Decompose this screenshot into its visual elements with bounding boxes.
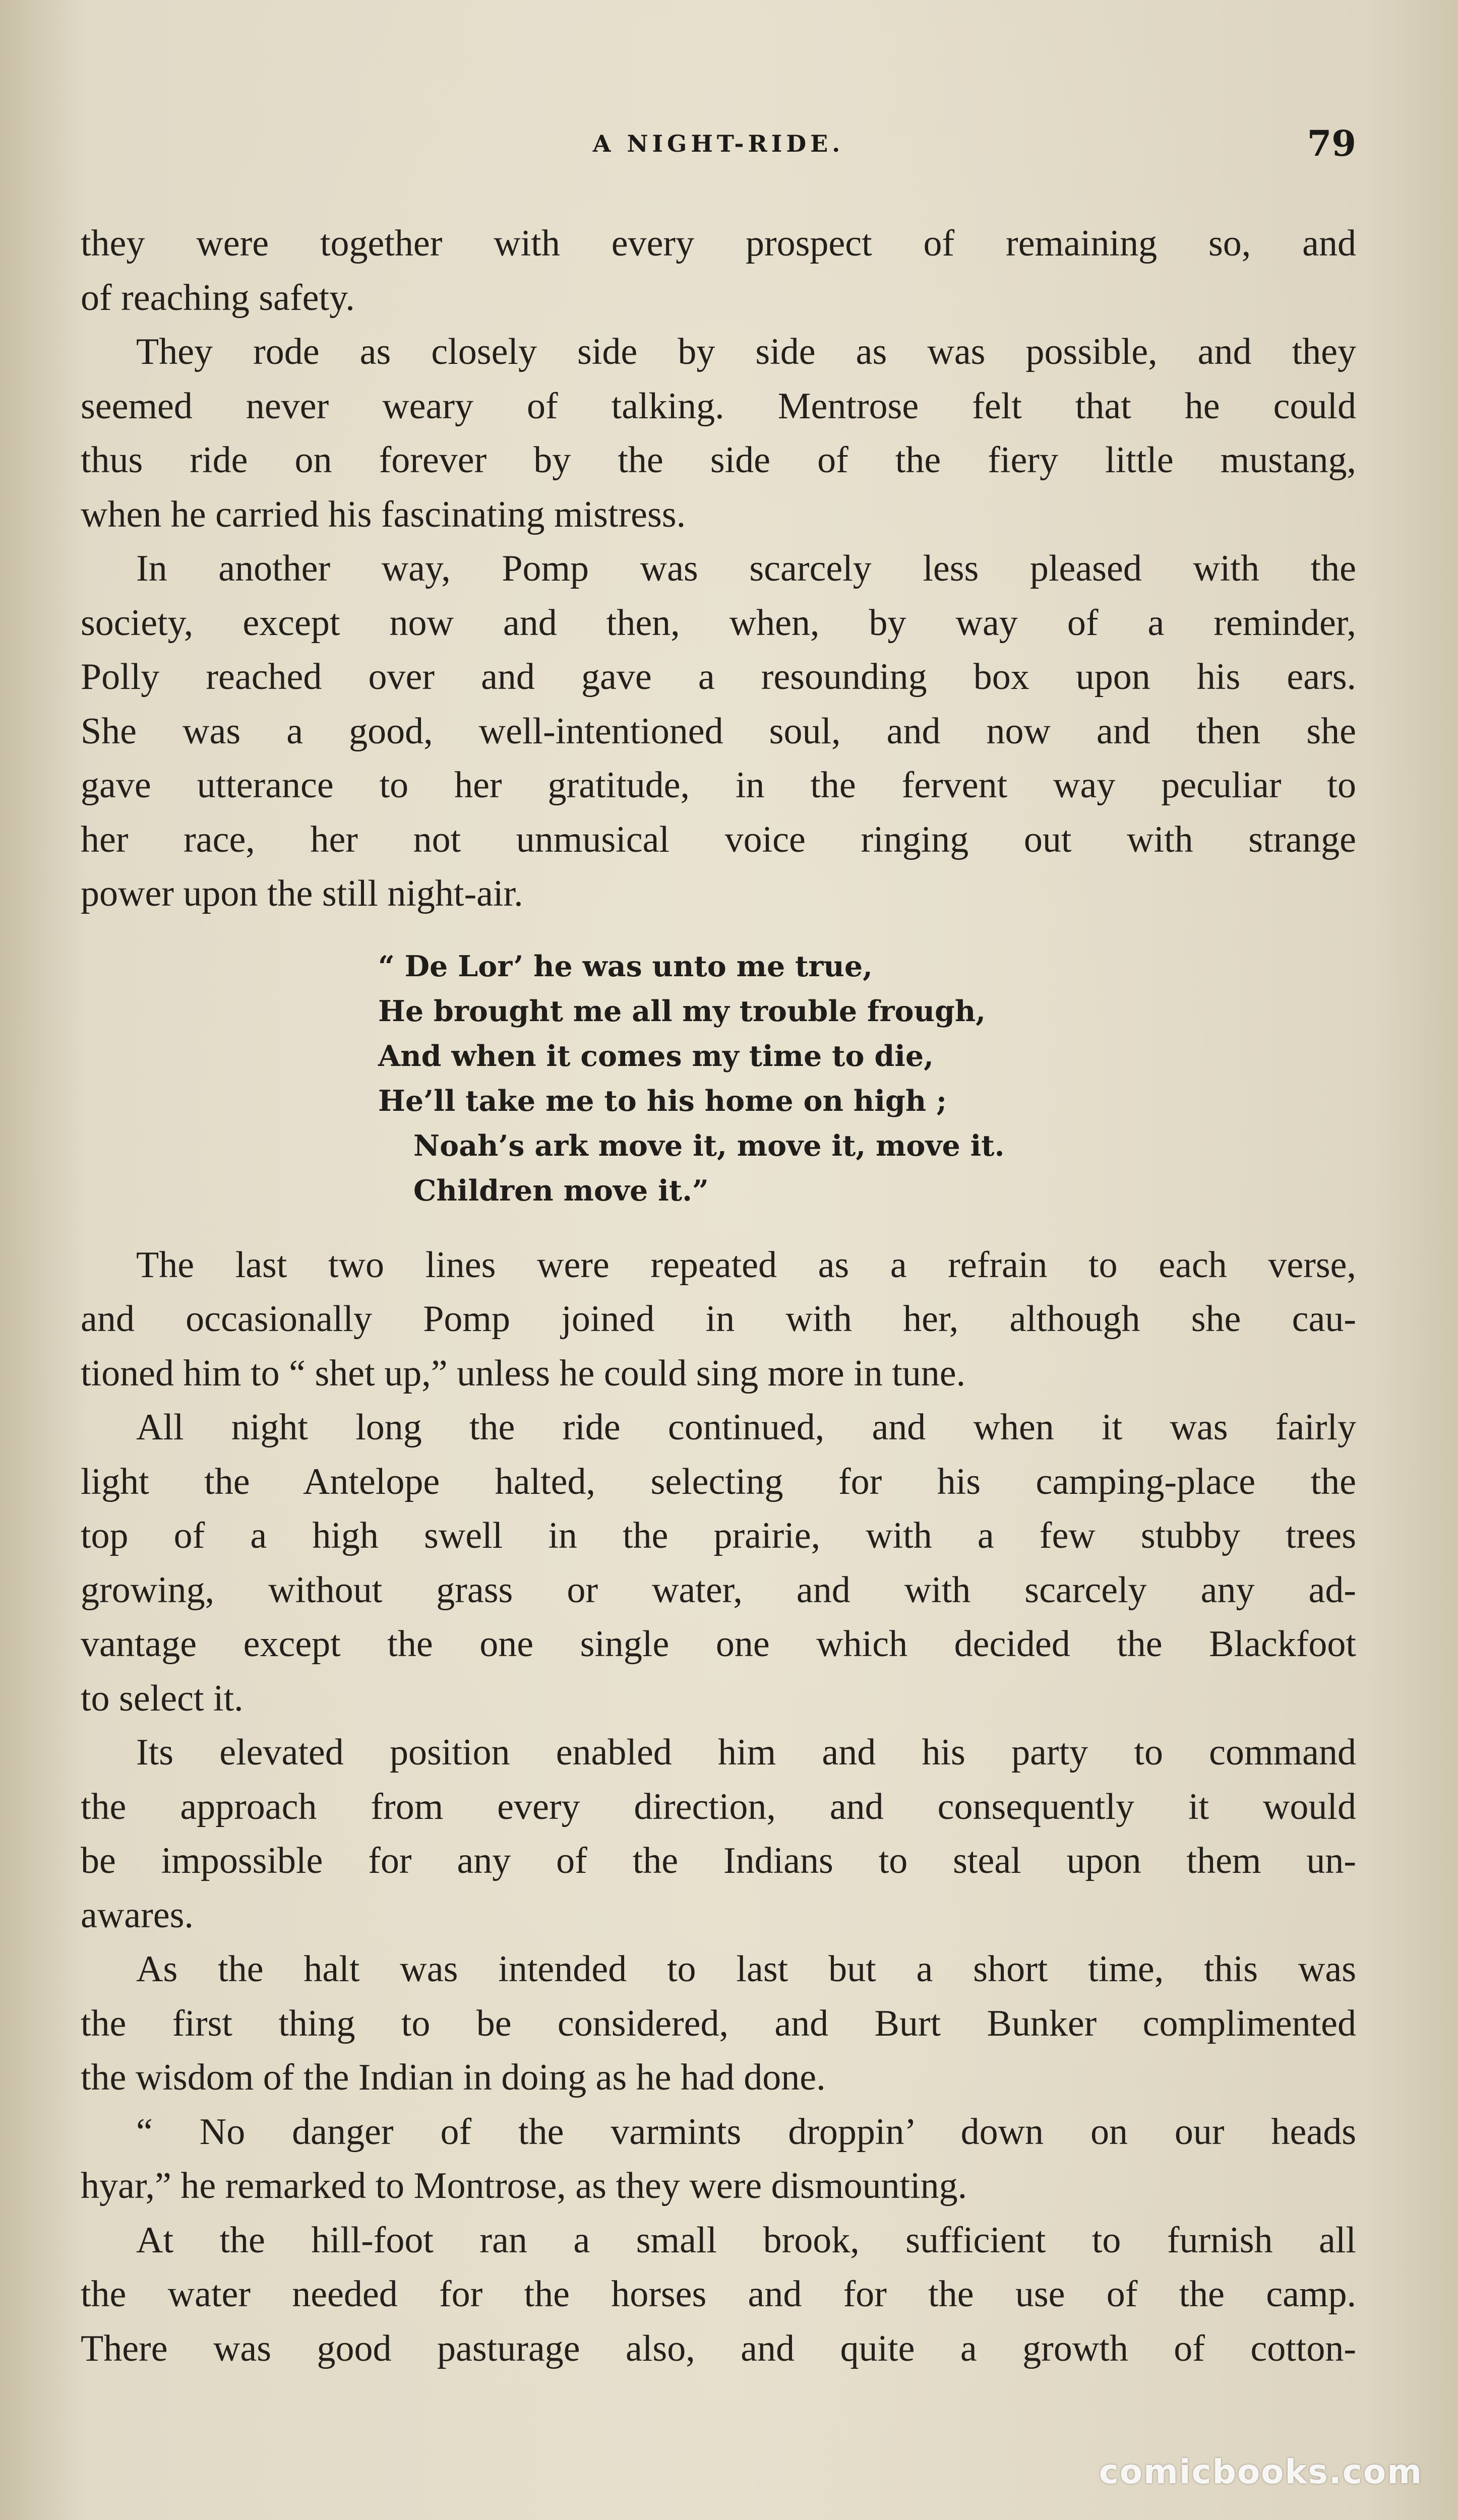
paragraph: [81, 1401, 1356, 1726]
text-line: when he carried his fascinating mistress.: [81, 493, 686, 535]
text-line: and occasionally Pomp joined in with her, although she cau-: [81, 1298, 1356, 1340]
text-line: light the Antelope halted, selecting for his camping-place the: [81, 1461, 1356, 1502]
text-line: be impossible for any of the Indians to steal upon them un-: [81, 1840, 1356, 1881]
verse-line: He’ll take me to his home on high ;: [378, 1084, 947, 1118]
page-number: 79: [1307, 122, 1356, 164]
text-line: tioned him to “ shet up,” unless he could sing more in tune.: [81, 1352, 966, 1394]
text-line: power upon the still night-air.: [81, 873, 523, 914]
verse-line: And when it comes my time to die,: [378, 1039, 934, 1073]
text-line: “ No danger of the varmints droppin’ down on our heads: [136, 2111, 1356, 2153]
running-head: A NIGHT-RIDE.: [592, 130, 844, 157]
text-line: hyar,” he remarked to Montrose, as they were dismounting.: [81, 2165, 967, 2207]
text-line: her race, her not unmusical voice ringing out with strange: [81, 818, 1356, 860]
paragraph: [81, 1726, 1356, 1942]
text-line: to select it.: [81, 1677, 244, 1719]
text-line: There was good pasturage also, and quite a growth of cotton-: [81, 2327, 1356, 2369]
paragraph: [81, 1238, 1356, 1401]
text-line: the approach from every direction, and consequently it would: [81, 1786, 1356, 1828]
paragraph: [81, 325, 1356, 542]
page-header: [81, 121, 1356, 166]
text-line: The last two lines were repeated as a refrain to each verse,: [136, 1244, 1356, 1286]
text-line: Its elevated position enabled him and his party to command: [136, 1732, 1356, 1773]
text-line: She was a good, well-intentioned soul, and now and then she: [81, 710, 1356, 752]
text-line: As the halt was intended to last but a short time, this was: [136, 1948, 1356, 1990]
text-line: society, except now and then, when, by way of a reminder,: [81, 602, 1356, 644]
verse-line: Noah’s ark move it, move it, move it.: [413, 1128, 1005, 1163]
watermark: comicbooks.com: [1099, 2452, 1423, 2491]
text-line: awares.: [81, 1894, 194, 1936]
text-line: They rode as closely side by side as was possible, and they: [136, 331, 1356, 372]
text-line: All night long the ride continued, and when it was fairly: [136, 1407, 1356, 1448]
paragraph: [81, 2105, 1356, 2214]
paragraph: [81, 2214, 1356, 2376]
paragraph: [81, 217, 1356, 325]
paragraph: [81, 1942, 1356, 2105]
text-line: they were together with every prospect of remaining so, and: [81, 223, 1356, 264]
text-line: Polly reached over and gave a resounding box upon his ears.: [81, 656, 1356, 698]
text-line: In another way, Pomp was scarcely less pleased with the: [136, 548, 1356, 589]
text-line: At the hill-foot ran a small brook, sufficient to furnish all: [136, 2219, 1356, 2261]
verse-line: Children move it.”: [413, 1173, 709, 1208]
text-line: of reaching safety.: [81, 277, 355, 319]
body-text: [81, 217, 1356, 2376]
text-line: seemed never weary of talking. Mentrose felt that he could: [81, 385, 1356, 427]
text-line: thus ride on forever by the side of the fiery little mustang,: [81, 439, 1356, 481]
text-line: growing, without grass or water, and with scarcely any ad-: [81, 1569, 1356, 1611]
text-line: the first thing to be considered, and Burt Bunker complimented: [81, 2002, 1356, 2044]
song-verse: [378, 944, 1356, 1213]
verse-line: “ De Lor’ he was unto me true,: [378, 949, 873, 983]
paragraph: [81, 542, 1356, 921]
text-line: top of a high swell in the prairie, with a few stubby trees: [81, 1515, 1356, 1556]
text-line: vantage except the one single one which decided the Blackfoot: [81, 1623, 1356, 1665]
verse-line: He brought me all my trouble frough,: [378, 994, 986, 1028]
text-line: gave utterance to her gratitude, in the fervent way peculiar to: [81, 765, 1356, 806]
text-line: the water needed for the horses and for the use of the camp.: [81, 2274, 1356, 2315]
text-line: the wisdom of the Indian in doing as he had done.: [81, 2057, 826, 2098]
